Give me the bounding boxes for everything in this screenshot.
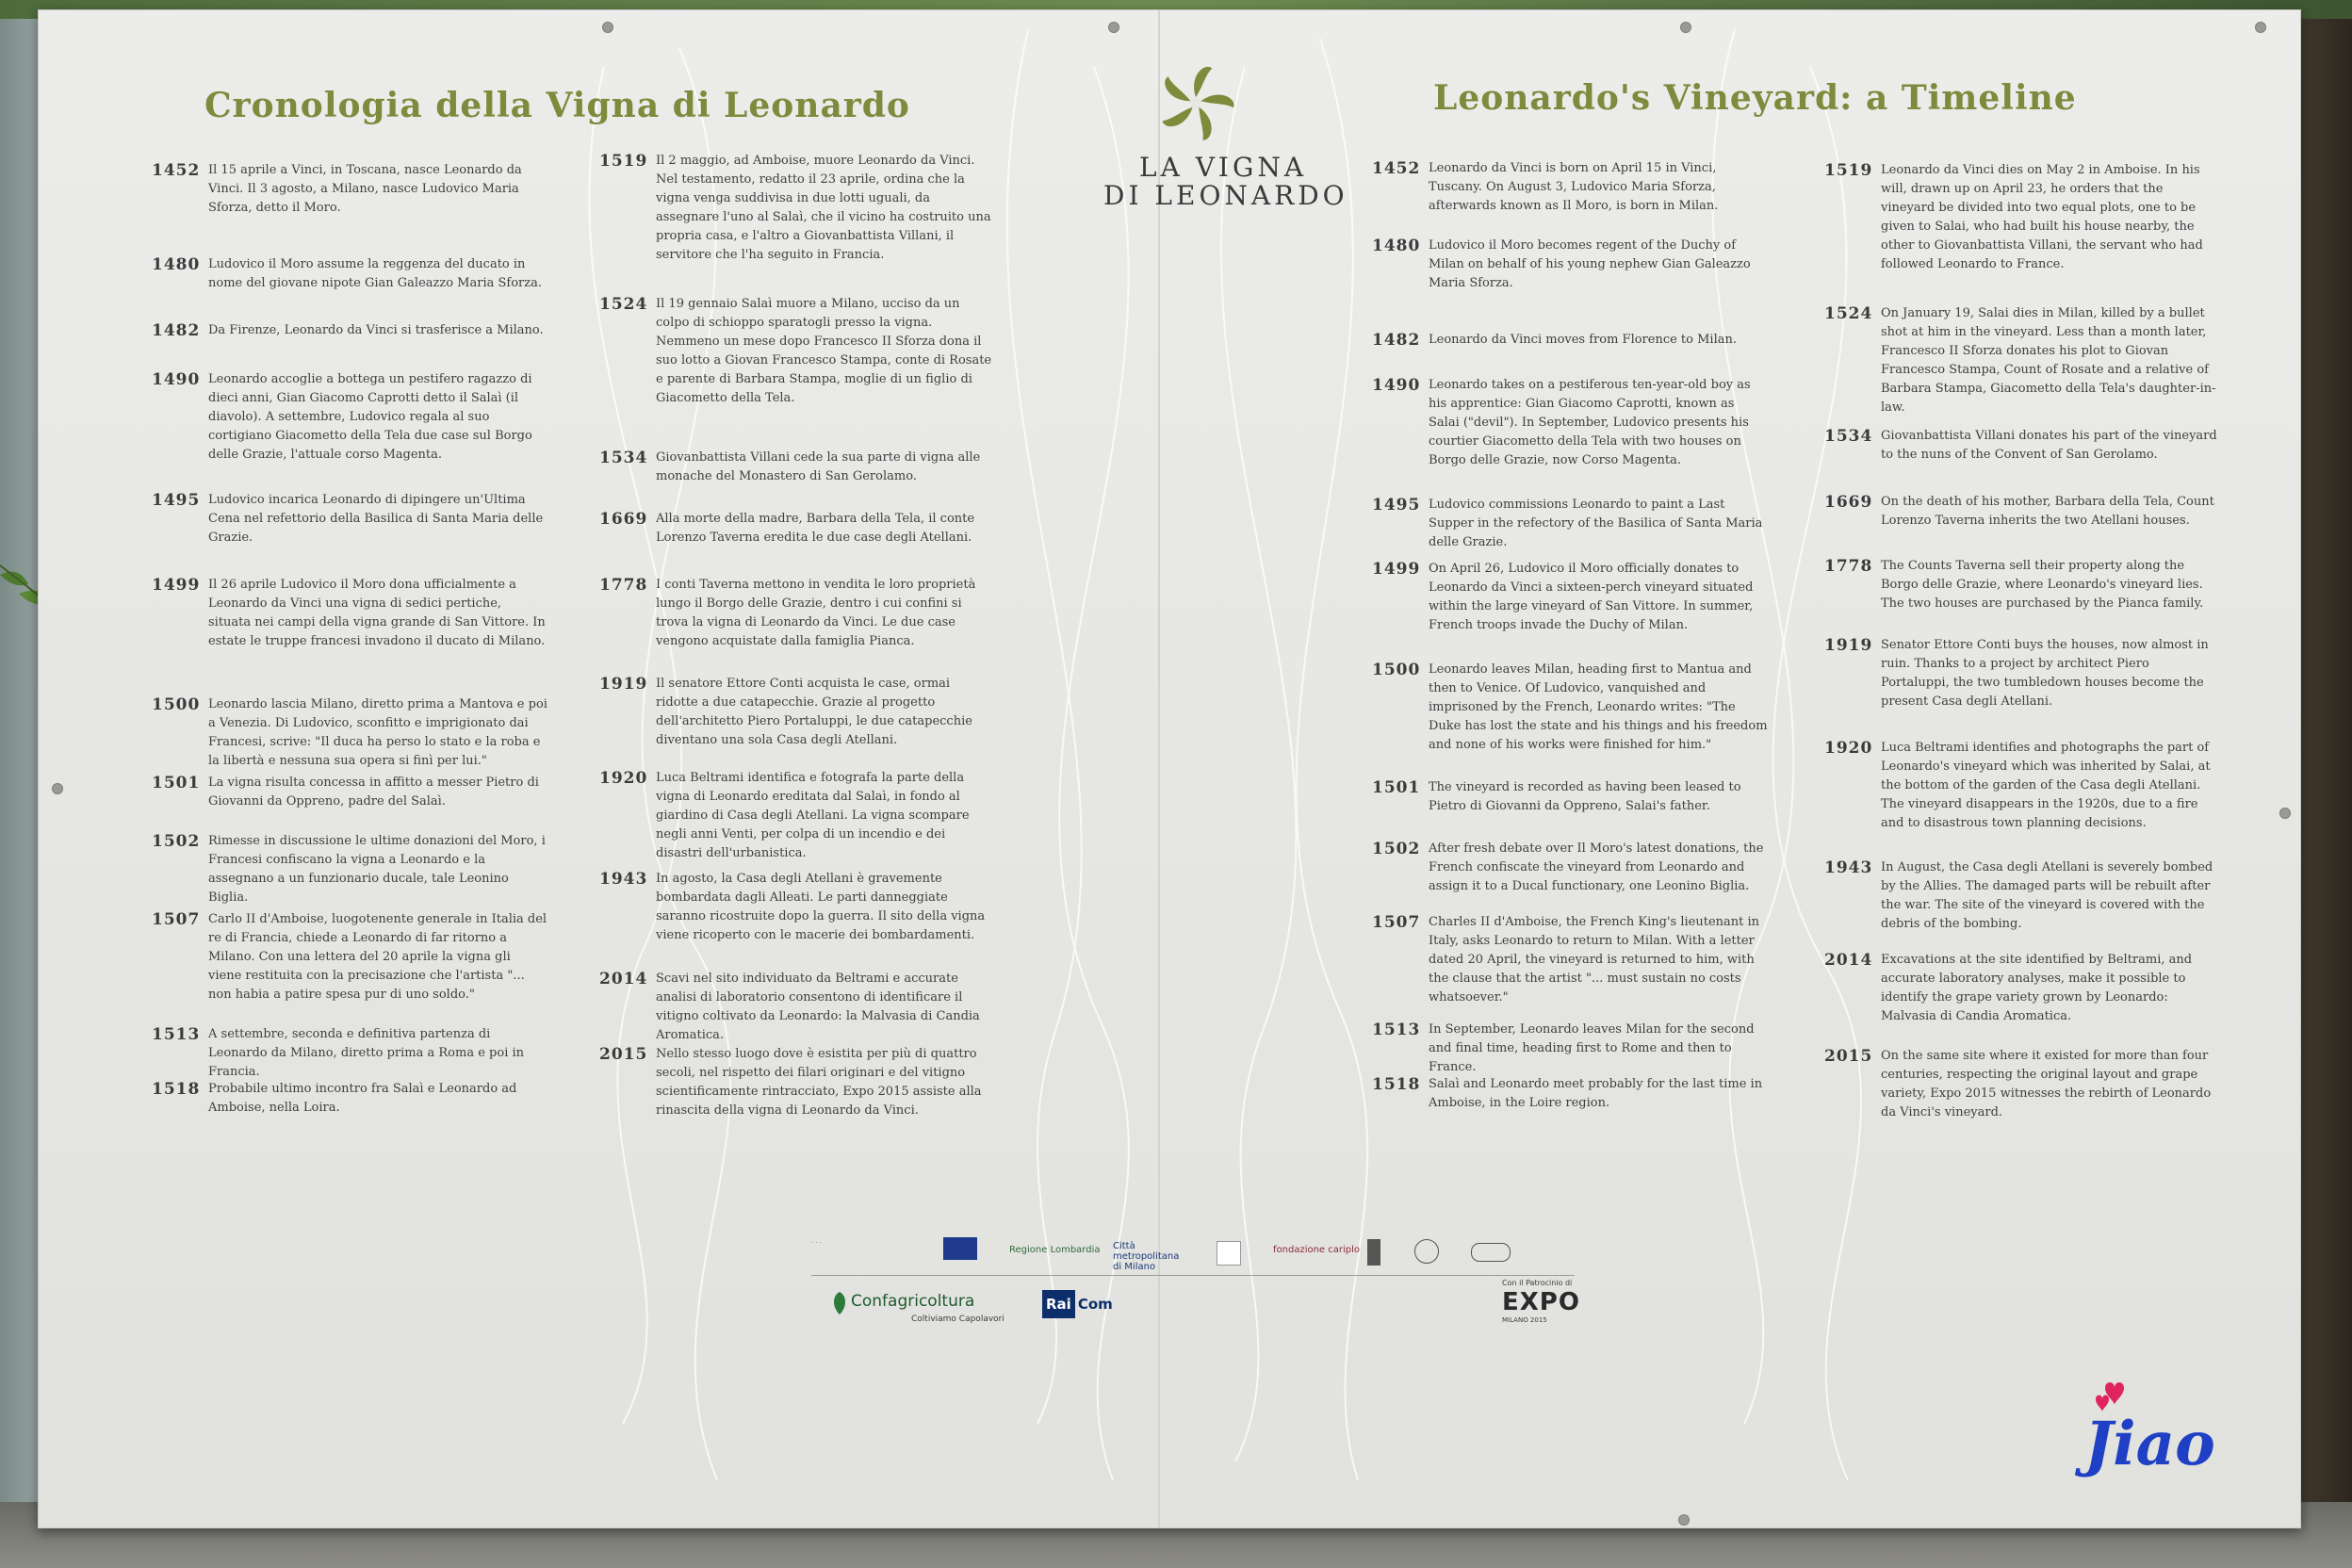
timeline-year: 1480 [152,255,201,274]
citta-metropolitana-logo: Città metropolitana di Milano [1113,1241,1180,1272]
info-board [38,9,2301,1528]
timeline-year: 1524 [1824,304,1873,323]
timeline-year: 1507 [152,910,201,929]
timeline-text: In agosto, la Casa degli Atellani è gravemente bombardata dagli Alleati. Le parti danneggiate saranno ricostruite dopo la guerra. Il sito della vigna viene ricoperto con le macerie dei bombardamenti. [656,872,986,942]
timeline-year: 1519 [599,152,648,171]
timeline-text: Giovanbattista Villani donates his part of the vineyard to the nuns of the Convent of San Gerolamo. [1881,429,2217,462]
sponsor-divider [811,1275,1575,1276]
timeline-text: Leonardo da Vinci is born on April 15 in Vinci, Tuscany. On August 3, Ludovico Maria Sforza, afterwards known as Il Moro, is born in Milan. [1429,161,1719,213]
timeline-year: 1518 [152,1080,201,1099]
timeline-text: Leonardo accoglie a bottega un pestifero ragazzo di dieci anni, Gian Giacomo Caprotti detto il Salaì (il diavolo). A settembre, Ludovico regala al suo cortigiano Giacometto della Tela due case sul Borgo delle Grazie, l'attuale corso Magenta. [208,372,532,462]
timeline-year: 1778 [599,576,648,595]
timeline-year: 1480 [1372,237,1421,255]
expo-logo: EXPO [1502,1288,1580,1316]
timeline-text: La vigna risulta concessa in affitto a messer Pietro di Giovanni da Oppreno, padre del Salaì. [208,776,539,808]
expo-patronage-label: Con il Patrocinio di [1502,1279,1573,1287]
rai-com-word: Com [1077,1296,1113,1313]
timeline-year: 1919 [599,675,648,694]
timeline-text: On the death of his mother, Barbara della Tela, Count Lorenzo Taverna inherits the two Atellani houses. [1881,495,2214,528]
timeline-year: 1943 [599,870,648,889]
timeline-text: Leonardo da Vinci moves from Florence to Milan. [1429,333,1737,347]
timeline-year: 1943 [1824,858,1873,877]
timeline-text: Leonardo lascia Milano, diretto prima a Mantova e poi a Venezia. Di Ludovico, sconfitto e imprigionato dai Francesi, scrive: "Il duca ha perso lo stato e la roba e la libertà e nessuna sua opera si finì per lui." [208,697,547,768]
timeline-text: Ludovico il Moro becomes regent of the Duchy of Milan on behalf of his young nephew Gian Galeazzo Maria Sforza. [1429,238,1751,290]
timeline-text: Ludovico commissions Leonardo to paint a Last Supper in the refectory of the Basilica of Santa Maria delle Grazie. [1429,498,1763,549]
timeline-year: 1669 [1824,493,1873,512]
milano-crest-icon [1217,1241,1241,1266]
timeline-year: 1502 [1372,840,1421,858]
timeline-text: Giovanbattista Villani cede la sua parte di vigna alle monache del Monastero di San Gerolamo. [656,450,981,483]
timeline-text: Il 15 aprile a Vinci, in Toscana, nasce Leonardo da Vinci. Il 3 agosto, a Milano, nasce Ludovico Maria Sforza, detto il Moro. [208,163,522,215]
timeline-year: 1490 [152,370,201,389]
timeline-year: 1513 [152,1025,201,1044]
timeline-text: I conti Taverna mettono in vendita le loro proprietà lungo il Borgo delle Grazie, dentro i cui confini si trova la vigna di Leonardo da Vinci. Le due case vengono acquistate dalla famiglia Pianca. [656,578,976,648]
timeline-text: Probabile ultimo incontro fra Salaì e Leonardo ad Amboise, nella Loira. [208,1082,517,1115]
timeline-year: 1501 [152,774,201,792]
timeline-text: Il senatore Ettore Conti acquista le case, ormai ridotte a due catapecchie. Grazie al progetto dell'architetto Piero Portaluppi, le due catapecchie diventano una sola Casa degli Atellani. [656,677,972,747]
logo-text-line2: DI LEONARDO [1103,180,1348,211]
timeline-text: Leonardo leaves Milan, heading first to Mantua and then to Venice. Of Ludovico, vanquished and imprisoned by the French, Leonardo writes: "The Duke has lost the state and his things and his freedom and none of his works were finished for him." [1429,662,1768,752]
timeline-year: 1778 [1824,557,1873,576]
timeline-year: 1452 [152,161,201,180]
timeline-text: Da Firenze, Leonardo da Vinci si trasferisce a Milano. [208,323,544,337]
timeline-year: 1500 [1372,661,1421,679]
expo-subtitle: MILANO 2015 [1502,1316,1547,1324]
raicom-logo [1042,1290,1116,1318]
fondazione-cariplo-logo: fondazione cariplo [1273,1245,1361,1255]
timeline-year: 1513 [1372,1021,1421,1039]
timeline-text: Ludovico il Moro assume la reggenza del ducato in nome del giovane nipote Gian Galeazzo Maria Sforza. [208,257,542,290]
timeline-text: Carlo II d'Amboise, luogotenente generale in Italia del re di Francia, chiede a Leonardo di far ritorno a Milano. Con una lettera del 20 aprile la vigna gli viene restituita con la precisazione che l'artista "... non habia a patire spesa pur di uno soldo." [208,912,547,1002]
timeline-text: Salaì and Leonardo meet probably for the last time in Amboise, in the Loire region. [1429,1077,1763,1110]
timeline-year: 1502 [152,832,201,851]
timeline-text: Luca Beltrami identifies and photographs the part of Leonardo's vineyard which was inherited by Salai, at the bottom of the garden of the Casa degli Atellani. The vineyard disappears in the 1920s, due to a fire and to disastrous town planning decisions. [1881,741,2211,830]
timeline-text: Leonardo takes on a pestiferous ten-year-old boy as his apprentice: Gian Giacomo Caprotti, known as Salai ("devil"). In September, Ludovico presents his courtier Giacometto della Tela with two houses on Borgo delle Grazie, now Corso Magenta. [1429,378,1751,467]
timeline-text: Scavi nel sito individuato da Beltrami e accurate analisi di laboratorio consentono di identificare il vitigno coltivato da Leonardo: la Malvasia di Candia Aromatica. [656,972,980,1042]
timeline-year: 1524 [599,295,648,314]
regione-lombardia-logo: Regione Lombardia [1009,1245,1101,1255]
timeline-year: 1482 [1372,331,1421,350]
timeline-year: 1507 [1372,913,1421,932]
timeline-year: 1518 [1372,1075,1421,1094]
sponsor-strip [811,1226,1593,1339]
timeline-text: After fresh debate over Il Moro's latest donations, the French confiscate the vineyard from Leonardo and assign it to a Ducal functionary, one Leonino Biglia. [1429,841,1764,893]
timeline-year: 2015 [599,1045,648,1064]
timeline-year: 1452 [1372,159,1421,178]
timeline-year: 1501 [1372,778,1421,797]
rai-badge: Rai [1042,1290,1075,1318]
timeline-year: 1519 [1824,161,1873,180]
watermark-text: Jiao [2084,1409,2215,1479]
timeline-text: A settembre, seconda e definitiva partenza di Leonardo da Milano, diretto prima a Roma e poi in Francia. [208,1027,525,1079]
timeline-year: 2014 [599,970,648,988]
timeline-text: Ludovico incarica Leonardo di dipingere un'Ultima Cena nel refettorio della Basilica di Santa Maria delle Grazie. [208,493,544,545]
confagricoltura-tagline: Coltiviamo Capolavori [911,1315,1004,1324]
title-english: Leonardo's Vineyard: a Timeline [1433,78,2077,118]
timeline-year: 1490 [1372,376,1421,395]
timeline-year: 1499 [1372,560,1421,579]
timeline-text: Alla morte della madre, Barbara della Tela, il conte Lorenzo Taverna eredita le due case degli Atellani. [656,512,975,545]
timeline-text: On January 19, Salai dies in Milan, killed by a bullet shot at him in the vineyard. Less than a month later, Francesco II Sforza donates his plot to Giovan Francesco Stampa, Count of Rosate and a relative of Barbara Stampa, Giacometto della Tela's daughter-in-law. [1881,306,2216,415]
timeline-text: In August, the Casa degli Atellani is severely bombed by the Allies. The damaged parts will be rebuilt after the war. The site of the vineyard is covered with the debris of the bombing. [1881,860,2213,931]
timeline-year: 1669 [599,510,648,529]
timeline-year: 2014 [1824,951,1873,970]
timeline-text: Excavations at the site identified by Beltrami, and accurate laboratory analyses, make it possible to identify the grape variety grown by Leonardo: Malvasia di Candia Aromatica. [1881,953,2193,1023]
confagricoltura-icon [830,1290,849,1316]
timeline-text: Il 19 gennaio Salaì muore a Milano, ucciso da un colpo di schioppo sparatogli presso la vigna. Nemmeno un mese dopo Francesco II Sforza dona il suo lotto a Giovan Francesco Stampa, conte di Rosate e parente di Barbara Stampa, moglie di un figlio di Giacometto della Tela. [656,297,992,405]
vine-flower-logo-icon [1151,57,1241,148]
timeline-text: Rimesse in discussione le ultime donazioni del Moro, i Francesi confiscano la vigna a Leonardo e la assegnano a un funzionario ducale, tale Leonino Biglia. [208,834,546,905]
sponsor-emblem-icon [1471,1243,1511,1262]
timeline-text: In September, Leonardo leaves Milan for the second and final time, heading first to Rome and then to France. [1429,1022,1755,1074]
timeline-text: Luca Beltrami identifica e fotografa la parte della vigna di Leonardo ereditata dal Salaì, in fondo al giardino di Casa degli Atellani. La vigna scompare negli anni Venti, per colpa di un incendio e dei disastri dell'urbanistica. [656,771,970,860]
timeline-text: Senator Ettore Conti buys the houses, now almost in ruin. Thanks to a project by architect Piero Portaluppi, the two tumbledown houses become the present Casa degli Atellani. [1881,638,2209,709]
timeline-year: 1919 [1824,636,1873,655]
sponsor-fine-print: · · · [811,1239,823,1247]
timeline-text: On the same site where it existed for more than four centuries, respecting the original layout and grape variety, Expo 2015 witnesses the rebirth of Leonardo da Vinci's vineyard. [1881,1049,2212,1119]
timeline-year: 1500 [152,695,201,714]
title-italian: Cronologia della Vigna di Leonardo [204,86,910,125]
timeline-text: Nello stesso luogo dove è esistita per più di quattro secoli, nel rispetto dei filari originari e del vitigno scientificamente rintracciato, Expo 2015 assiste alla rinascita della vigna di Leonardo da Vinci. [656,1047,982,1118]
timeline-text: The Counts Taverna sell their property along the Borgo delle Grazie, where Leonardo's vineyard lies. The two houses are purchased by the Pianca family. [1881,559,2204,611]
timeline-year: 2015 [1824,1047,1873,1066]
timeline-year: 1920 [1824,739,1873,758]
timeline-year: 1534 [1824,427,1873,446]
timeline-year: 1495 [1372,496,1421,514]
logo-text-line1: LA VIGNA [1139,152,1308,183]
timeline-year: 1482 [152,321,201,340]
university-seal-icon [1414,1239,1439,1264]
timeline-year: 1499 [152,576,201,595]
timeline-text: Il 26 aprile Ludovico il Moro dona ufficialmente a Leonardo da Vinci una vigna di sedici pertiche, situata nei campi della vigna grande di San Vittore. In estate le truppe francesi invadono il ducato di Milano. [208,578,546,648]
timeline-year: 1534 [599,449,648,467]
eu-flag-icon [943,1237,977,1260]
timeline-year: 1495 [152,491,201,510]
timeline-text: Leonardo da Vinci dies on May 2 in Amboise. In his will, drawn up on April 23, he orders that the vineyard be divided into two equal plots, one to be given to Salai, who had built his house nearby, the other to Giovanbattista Villani, the servant who had followed Leonardo to France. [1881,163,2203,271]
timeline-text: The vineyard is recorded as having been leased to Pietro di Giovanni da Oppreno, Salai's father. [1429,780,1741,813]
timeline-text: Il 2 maggio, ad Amboise, muore Leonardo da Vinci. Nel testamento, redatto il 23 aprile, ordina che la vigna venga suddivisa in due lotti uguali, da assegnare l'uno al Salaì, che il vicino ha costruito una propria casa, e l'altro a Giovanbattista Villani, il servitore che l'ha seguito in Francia. [656,154,991,262]
timeline-text: Charles II d'Amboise, the French King's lieutenant in Italy, asks Leonardo to return to Milan. With a letter dated 20 April, the vineyard is returned to him, with the clause that the artist "... must sustain no costs whatsoever." [1429,915,1760,1004]
confagricoltura-logo: Confagricoltura [851,1292,975,1311]
bottle-icon [1367,1239,1380,1266]
timeline-text: On April 26, Ludovico il Moro officially donates to Leonardo da Vinci a sixteen-perch vineyard situated within the large vineyard of San Vittore. In summer, French troops invade the Duchy of Milan. [1429,562,1754,632]
timeline-year: 1920 [599,769,648,788]
